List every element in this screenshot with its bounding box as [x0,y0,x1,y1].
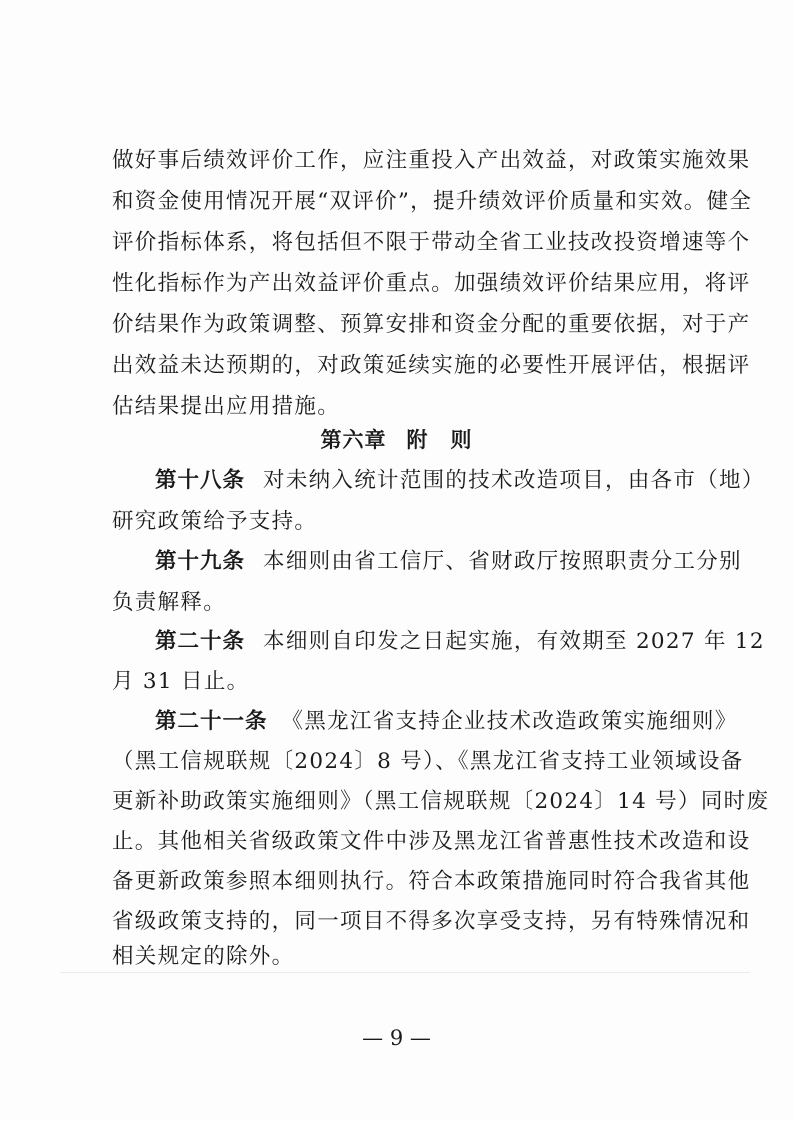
paragraph-line: 估结果提出应用措施。 [112,394,341,419]
page-number: — 9 — [362,1026,431,1050]
article-19-label: 第十九条 [155,549,246,574]
article-20-label: 第二十条 [155,629,246,654]
chapter-name: 附 则 [406,428,473,452]
chapter-heading [0,425,793,455]
article-19-first-line [155,547,742,577]
chapter-number: 第六章 [320,428,387,452]
paragraph-line: 出效益未达预期的，对政策延续实施的必要性开展评估，根据评 [112,353,751,378]
article-18-continuation: 研究政策给予支持。 [112,509,318,534]
article-20-text: 本细则自印发之日起实施，有效期至 2027 年 12 [263,629,765,654]
article-21-line: 省级政策支持的，同一项目不得多次享受支持，另有特殊情况和 [112,909,751,934]
article-20-continuation: 月 31 日止。 [112,669,250,694]
article-21-line: 备更新政策参照本细则执行。符合本政策措施同时符合我省其他 [112,869,751,894]
paragraph-line: 评价指标体系，将包括但不限于带动全省工业技改投资增速等个 [112,230,751,255]
article-21-text: 《黑龙江省支持企业技术改造政策实施细则》 [281,709,738,734]
article-18-text: 对未纳入统计范围的技术改造项目，由各市（地） [263,468,765,493]
article-18-first-line [155,466,765,496]
article-21-label: 第二十一条 [155,709,268,734]
article-21-line: （黑工信规联规〔2024〕8 号）、《黑龙江省支持工业领域设备 [112,749,744,774]
article-18-label: 第十八条 [155,468,246,493]
article-21-line: 止。其他相关省级政策文件中涉及黑龙江省普惠性技术改造和设 [112,829,751,854]
article-19-text: 本细则由省工信厅、省财政厅按照职责分工分别 [263,549,742,574]
paragraph-line: 性化指标作为产出效益评价重点。加强绩效评价结果应用，将评 [112,271,751,296]
scan-artifact-divider [60,972,750,973]
article-21-first-line [155,707,738,737]
paragraph-line: 价结果作为政策调整、预算安排和资金分配的重要依据，对于产 [112,312,751,337]
paragraph-line: 和资金使用情况开展“双评价”，提升绩效评价质量和实效。健全 [112,189,753,214]
article-19-continuation: 负责解释。 [112,590,227,615]
article-21-line: 相关规定的除外。 [112,944,295,969]
article-21-line: 更新补助政策实施细则》（黑工信规联规〔2024〕14 号）同时废 [112,789,770,814]
paragraph-line: 做好事后绩效评价工作，应注重投入产出效益，对政策实施效果 [112,148,751,173]
article-20-first-line [155,627,765,657]
